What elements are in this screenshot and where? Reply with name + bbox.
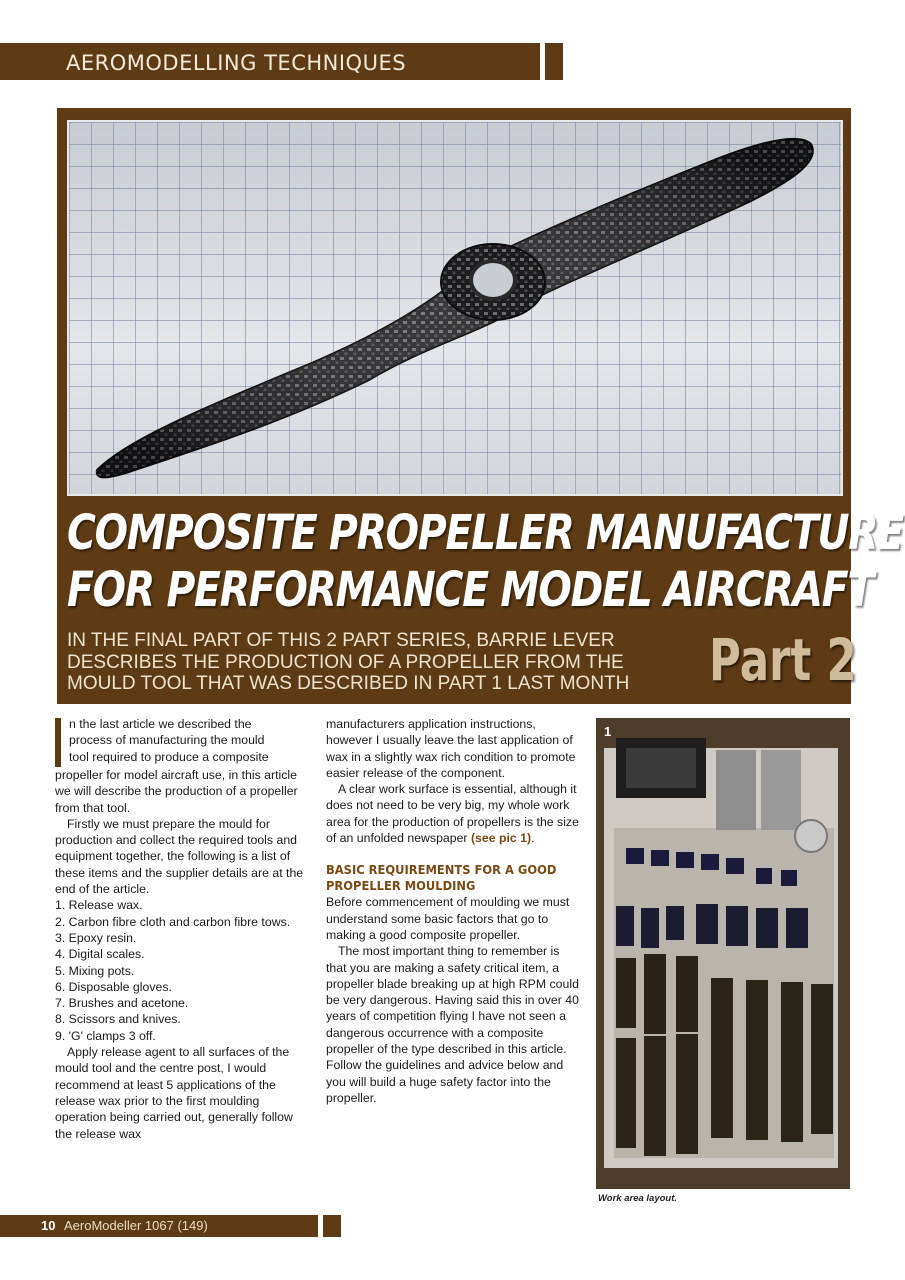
- paragraph: manufacturers application instructions, however I usually leave the last application of wax in a slightly wax rich condition to promote easier release of the component.: [326, 717, 576, 780]
- list-item: 2. Carbon fibre cloth and carbon fibre tows.: [55, 914, 291, 929]
- article-title: [67, 505, 903, 619]
- subheading-line-2: PROPELLER MOULDING: [326, 878, 476, 894]
- figure-number: 1: [604, 724, 612, 739]
- part-label: Part 2: [709, 626, 857, 694]
- footer-band: [0, 1215, 318, 1237]
- standfirst-line-2: DESCRIBES THE PRODUCTION OF A PROPELLER FROM THE: [67, 651, 624, 673]
- list-item: 6. Disposable gloves.: [55, 979, 172, 994]
- text-column-2: [326, 716, 580, 1106]
- section-title: AEROMODELLING TECHNIQUES: [66, 51, 407, 75]
- standfirst-line-3: MOULD TOOL THAT WAS DESCRIBED IN PART 1 LAST MONTH: [67, 673, 630, 694]
- intro-line-2: process of manufacturing the mould: [69, 733, 265, 748]
- propeller-photo: [67, 120, 843, 496]
- title-line-1: COMPOSITE PROPELLER MANUFACTURE: [67, 505, 904, 561]
- intro-paragraph-rest: propeller for model aircraft use, in this article we will describe the production of a propeller from that tool.: [55, 768, 298, 815]
- paragraph: Before commencement of moulding we must understand some basic factors that go to making a good composite propeller.: [326, 895, 570, 942]
- work-area-photo: [596, 718, 850, 1189]
- paragraph: Firstly we must prepare the mould for production and collect the required tools and equipment together, the following is a list of these items and the supplier details are at the end of the article.: [55, 816, 304, 897]
- title-line-2: FOR PERFORMANCE MODEL AIRCRAFT: [67, 562, 873, 618]
- footer-accent-bar: [323, 1215, 341, 1237]
- picture-reference: (see pic 1): [470, 831, 532, 846]
- intro-line-1: n the last article we described the: [69, 717, 252, 731]
- list-item: 7. Brushes and acetone.: [55, 996, 189, 1011]
- list-item: 1. Release wax.: [55, 898, 143, 913]
- paragraph: Apply release agent to all surfaces of the mould tool and the centre post, I would recommend at least 5 applications of the release wax prior to the first moulding operation being carried out, generally follow the release wax: [55, 1045, 293, 1141]
- paragraph-text: A clear work surface is essential, although it does not need to be very big, my whole work area for the production of propellers is the size of an unfolded newspaper: [326, 782, 579, 846]
- list-item: 4. Digital scales.: [55, 947, 145, 962]
- list-item: 3. Epoxy resin.: [55, 930, 137, 945]
- propeller-illustration: [69, 122, 841, 494]
- header-accent-bar: [545, 43, 563, 80]
- article-standfirst: [67, 630, 707, 695]
- work-area-illustration: [596, 718, 850, 1189]
- requirements-list: [55, 897, 311, 1044]
- intro-paragraph-start: [55, 716, 311, 767]
- paragraph: [326, 781, 580, 846]
- subheading: [326, 862, 578, 894]
- paragraph-end: .: [531, 831, 535, 846]
- list-item: 8. Scissors and knives.: [55, 1012, 181, 1027]
- dropcap: [55, 718, 61, 767]
- text-column-1: [55, 716, 311, 1142]
- figure-caption: Work area layout.: [598, 1193, 678, 1204]
- magazine-issue: AeroModeller 1067 (149): [64, 1218, 208, 1233]
- section-header-band: [0, 43, 540, 80]
- standfirst-line-1: IN THE FINAL PART OF THIS 2 PART SERIES, BARRIE LEVER: [67, 630, 615, 651]
- intro-line-3: tool required to produce a composite: [69, 749, 269, 764]
- list-item: 9. 'G' clamps 3 off.: [55, 1028, 156, 1043]
- hero-panel: [57, 108, 904, 704]
- paragraph: The most important thing to remember is that you are making a safety critical item, a propeller blade breaking up at high RPM could be very dangerous. Having said this in over 40 years of competition flying I have not seen a dangerous occurrence with a composite propeller of the type described in this article. Follow the guidelines and advice below and you will build a huge safety factor into the propeller.: [326, 944, 579, 1105]
- subheading-line-1: BASIC REQUIREMENTS FOR A GOOD: [326, 862, 557, 878]
- page-number: 10: [41, 1218, 56, 1233]
- list-item: 5. Mixing pots.: [55, 963, 135, 978]
